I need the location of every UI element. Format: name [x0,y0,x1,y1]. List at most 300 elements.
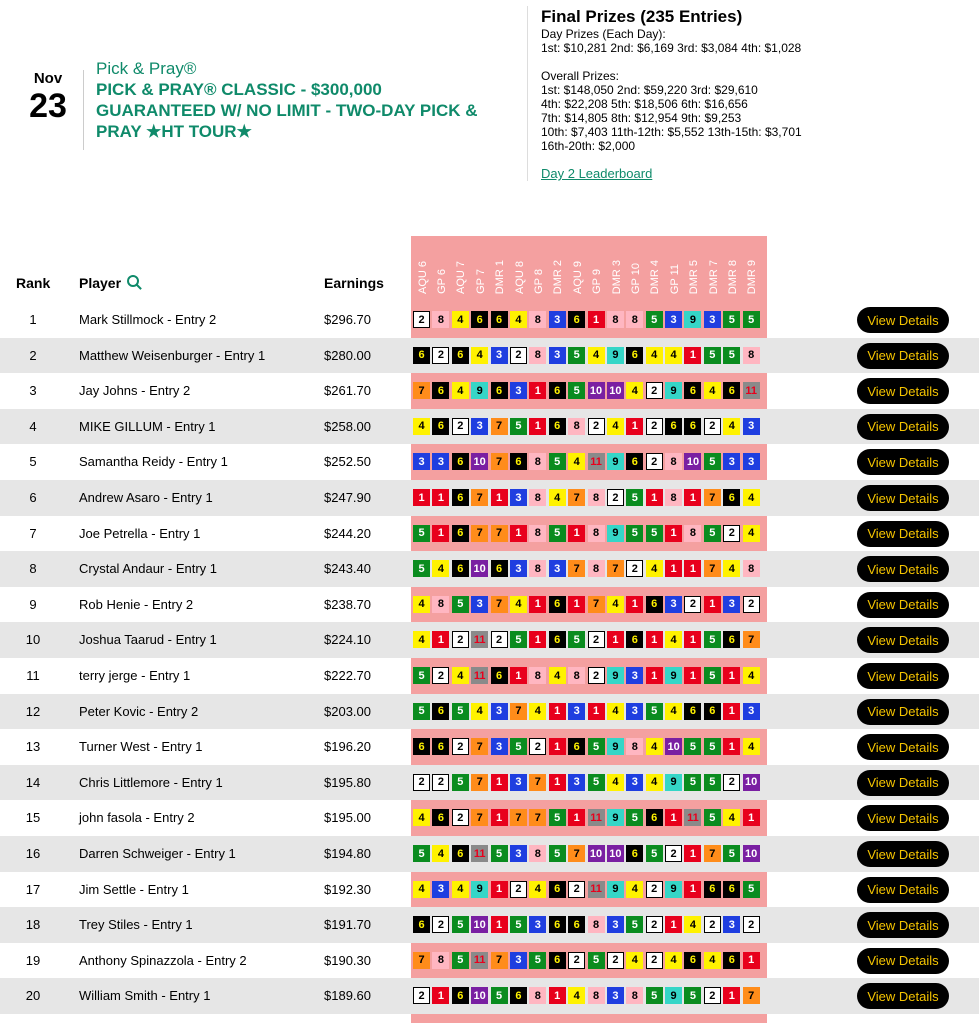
rank-cell: 17 [25,881,41,897]
pick-badge: 4 [452,881,469,898]
pick-badge: 7 [704,560,721,577]
pick-badge: 2 [588,667,605,684]
pick-badge: 6 [491,382,508,399]
overall-prizes-label: Overall Prizes: [541,69,620,83]
race-header [607,238,626,296]
race-header [684,238,703,296]
pick-badge: 4 [510,596,527,613]
player-cell: Darren Schweiger - Entry 1 [79,846,236,861]
table-row [0,836,979,872]
pick-badge: 11 [684,809,701,826]
event-title-block [96,59,491,142]
race-header [704,238,723,296]
table-row [0,907,979,943]
pick-badge: 6 [684,418,701,435]
pick-badge: 2 [432,916,449,933]
pick-badge: 8 [432,952,449,969]
pick-badge: 5 [704,667,721,684]
pick-badge: 8 [529,560,546,577]
pick-badge: 1 [684,560,701,577]
pick-badge: 4 [452,667,469,684]
pick-badge: 4 [588,347,605,364]
pick-badge: 3 [743,453,760,470]
view-details-button[interactable]: View Details [857,378,949,404]
pick-badge: 10 [607,845,624,862]
event-title: PICK & PRAY® CLASSIC - $300,000 GUARANTEED W/ NO LIMIT - TWO-DAY PICK & PRAY ★HT TOUR★ [96,80,478,141]
day2-leaderboard-link[interactable]: Day 2 Leaderboard [541,166,653,181]
race-header [743,238,762,296]
pick-badge: 4 [626,952,643,969]
pick-badge: 7 [743,987,760,1004]
pick-badge: 6 [646,596,663,613]
race-header-label: GP 7 [474,269,487,294]
pick-badge: 7 [471,489,488,506]
pick-badge: 2 [723,774,740,791]
view-details-button[interactable]: View Details [857,805,949,831]
pick-badge: 8 [626,738,643,755]
race-header [723,238,742,296]
view-details-button[interactable]: View Details [857,556,949,582]
earnings-cell: $224.10 [324,632,371,648]
pick-badge: 3 [491,703,508,720]
pick-badge: 1 [684,667,701,684]
view-details-button[interactable]: View Details [857,770,949,796]
pick-badge: 5 [413,703,430,720]
pick-badge: 3 [723,916,740,933]
pick-badge: 4 [432,560,449,577]
view-details-button[interactable]: View Details [857,877,949,903]
pick-badge: 3 [665,596,682,613]
pick-badge: 2 [704,916,721,933]
pick-badge: 1 [432,987,449,1004]
race-header [432,238,451,296]
pick-badge: 4 [607,774,624,791]
view-details-button[interactable]: View Details [857,912,949,938]
pick-badge: 8 [432,596,449,613]
table-row [0,872,979,908]
race-header-label: GP 10 [629,263,642,294]
pick-badge: 6 [646,809,663,826]
picks-cell [413,418,762,435]
pick-badge: 5 [646,525,663,542]
picks-cell [413,845,762,862]
player-cell: Anthony Spinazzola - Entry 2 [79,952,247,968]
view-details-button[interactable]: View Details [857,663,949,689]
pick-badge: 6 [665,418,682,435]
rank-cell: 9 [29,596,37,612]
pick-badge: 2 [568,952,585,969]
pick-badge: 7 [413,382,430,399]
pick-badge: 5 [491,987,508,1004]
race-header-label: GP 6 [436,269,449,294]
earnings-cell: $261.70 [324,383,371,399]
rank-cell: 19 [25,952,41,968]
pick-badge: 4 [665,952,682,969]
pick-badge: 2 [432,774,449,791]
race-header [626,238,645,296]
pick-badge: 4 [510,311,527,328]
view-details-button[interactable]: View Details [857,414,949,440]
pick-badge: 4 [607,703,624,720]
race-header [568,238,587,296]
date-divider [83,70,84,150]
pick-badge: 1 [684,489,701,506]
pick-badge: 4 [743,738,760,755]
pick-badge: 6 [491,667,508,684]
pick-badge: 1 [568,525,585,542]
player-cell: Chris Littlemore - Entry 1 [79,774,223,790]
pick-badge: 6 [626,845,643,862]
pick-badge: 5 [704,738,721,755]
race-header-label: AQU 7 [455,260,468,294]
player-cell: MIKE GILLUM - Entry 1 [79,418,216,434]
pick-badge: 9 [607,667,624,684]
pick-badge: 6 [549,418,566,435]
earnings-cell: $258.00 [324,418,371,434]
pick-badge: 1 [432,525,449,542]
pick-badge: 2 [646,418,663,435]
picks-cell [413,453,762,470]
pick-badge: 9 [665,774,682,791]
pick-badge: 6 [549,596,566,613]
pick-badge: 5 [743,311,760,328]
pick-badge: 6 [568,311,585,328]
pick-badge: 6 [549,631,566,648]
pick-badge: 1 [684,881,701,898]
pick-badge: 7 [529,774,546,791]
pick-badge: 10 [684,453,701,470]
table-row [0,694,979,730]
pick-badge: 5 [413,667,430,684]
pick-badge: 2 [491,631,508,648]
rank-cell: 7 [29,525,37,541]
race-header [471,238,490,296]
pick-badge: 5 [491,845,508,862]
pick-badge: 1 [491,489,508,506]
race-header-label: DMR 7 [707,259,720,294]
pick-badge: 3 [413,453,430,470]
rank-cell: 16 [25,846,41,861]
pick-badge: 6 [626,347,643,364]
pick-badge: 1 [723,667,740,684]
pick-badge: 6 [549,916,566,933]
pick-badge: 6 [452,987,469,1004]
player-header[interactable] [79,275,139,291]
pick-badge: 8 [529,525,546,542]
rank-cell: 1 [29,312,37,327]
player-cell: Turner West - Entry 1 [79,739,203,755]
pick-badge: 1 [723,738,740,755]
pick-badge: 4 [549,667,566,684]
picks-cell [413,774,762,791]
view-details-button[interactable]: View Details [857,485,949,511]
pick-badge: 6 [568,738,585,755]
pick-badge: 6 [723,952,740,969]
view-details-button[interactable]: View Details [857,449,949,475]
pick-badge: 2 [529,738,546,755]
view-details-button[interactable]: View Details [857,627,949,653]
pick-badge: 5 [549,809,566,826]
pick-badge: 6 [723,881,740,898]
pick-badge: 4 [665,631,682,648]
pick-badge: 8 [529,667,546,684]
picks-cell [413,560,762,577]
pick-badge: 8 [665,453,682,470]
player-header-label: Player [79,275,122,291]
pick-badge: 4 [626,382,643,399]
pick-badge: 6 [684,382,701,399]
rank-header: Rank [16,275,51,291]
pick-badge: 9 [607,347,624,364]
race-header-label: AQU 8 [513,260,526,294]
pick-badge: 1 [549,774,566,791]
pick-badge: 11 [471,667,488,684]
pick-badge: 5 [568,631,585,648]
day-prizes-line: 1st: $10,281 2nd: $6,169 3rd: $3,084 4th: $1,028 [541,41,802,55]
earnings-cell: $238.70 [324,596,371,612]
rank-cell: 11 [26,668,40,683]
player-cell: Mark Stillmock - Entry 2 [79,312,217,327]
pick-badge: 1 [588,703,605,720]
pick-badge: 1 [607,631,624,648]
pick-badge: 6 [432,382,449,399]
pick-badge: 7 [471,809,488,826]
earnings-cell: $190.30 [324,952,371,968]
earnings-cell: $191.70 [324,917,371,933]
pick-badge: 5 [646,703,663,720]
pick-badge: 1 [413,489,430,506]
table-row [0,373,979,409]
pick-badge: 6 [432,703,449,720]
rank-cell: 15 [25,810,41,826]
pick-badge: 2 [646,952,663,969]
table-row [0,622,979,658]
pick-badge: 6 [510,453,527,470]
pick-badge: 5 [588,952,605,969]
pick-badge: 4 [413,881,430,898]
pick-badge: 3 [723,453,740,470]
pick-badge: 1 [510,525,527,542]
pick-badge: 2 [646,916,663,933]
pick-badge: 2 [510,347,527,364]
player-cell: terry jerge - Entry 1 [79,668,191,683]
earnings-cell: $196.20 [324,739,371,755]
pick-badge: 8 [529,347,546,364]
pick-badge: 8 [588,489,605,506]
earnings-cell: $195.80 [324,774,371,790]
pick-badge: 4 [743,489,760,506]
pick-badge: 3 [432,881,449,898]
race-header-label: DMR 2 [552,259,565,294]
event-month: Nov [33,70,63,87]
rank-cell: 2 [29,347,37,363]
pick-badge: 9 [665,987,682,1004]
pick-badge: 8 [529,453,546,470]
pick-badge: 3 [510,560,527,577]
race-header-label: AQU 6 [416,260,429,294]
pick-badge: 5 [723,311,740,328]
view-details-button[interactable]: View Details [857,592,949,618]
pick-badge: 5 [704,774,721,791]
overall-prizes-line: 7th: $14,805 8th: $12,954 9th: $9,253 [541,111,742,125]
rank-cell: 20 [25,988,41,1004]
pick-badge: 6 [452,560,469,577]
pick-badge: 4 [665,703,682,720]
pick-badge: 10 [743,774,760,791]
pick-badge: 2 [413,311,430,328]
picks-cell [413,631,762,648]
pick-badge: 4 [413,596,430,613]
pick-badge: 5 [684,738,701,755]
pick-badge: 8 [743,560,760,577]
rank-cell: 5 [29,454,37,470]
pick-badge: 10 [588,845,605,862]
pick-badge: 5 [684,774,701,791]
pick-badge: 8 [588,987,605,1004]
table-row [0,658,979,694]
pick-badge: 10 [471,560,488,577]
pick-badge: 7 [704,845,721,862]
player-cell: Joshua Taarud - Entry 1 [79,632,217,648]
pick-badge: 7 [491,596,508,613]
earnings-header: Earnings [324,275,384,291]
pick-badge: 1 [588,311,605,328]
pick-badge: 1 [626,418,643,435]
race-header [491,238,510,296]
pick-badge: 3 [510,382,527,399]
pick-badge: 11 [471,952,488,969]
player-cell: Crystal Andaur - Entry 1 [79,561,217,577]
pick-badge: 11 [471,845,488,862]
pick-badge: 6 [626,453,643,470]
view-details-button[interactable]: View Details [857,521,949,547]
pick-badge: 2 [607,489,624,506]
pick-badge: 8 [432,311,449,328]
pick-badge: 6 [704,703,721,720]
rank-cell: 14 [25,774,41,790]
pick-badge: 4 [646,347,663,364]
picks-cell [413,738,762,755]
pick-badge: 5 [568,347,585,364]
race-header [510,238,529,296]
pick-badge: 8 [684,525,701,542]
pick-badge: 6 [510,987,527,1004]
view-details-button[interactable]: View Details [857,948,949,974]
pick-badge: 2 [432,347,449,364]
pick-badge: 6 [684,703,701,720]
pick-badge: 1 [684,347,701,364]
player-cell: Andrew Asaro - Entry 1 [79,490,213,505]
overall-prizes-line: 16th-20th: $2,000 [541,139,636,153]
pick-badge: 5 [704,809,721,826]
view-details-button[interactable]: View Details [857,699,949,725]
pick-badge: 2 [704,418,721,435]
view-details-button[interactable]: View Details [857,983,949,1009]
pick-badge: 3 [471,418,488,435]
pick-badge: 8 [529,489,546,506]
pick-badge: 4 [723,418,740,435]
player-cell: Joe Petrella - Entry 1 [79,525,201,541]
pick-badge: 1 [665,916,682,933]
pick-badge: 5 [452,703,469,720]
pick-badge: 4 [529,703,546,720]
pick-badge: 9 [471,382,488,399]
prizes-heading: Final Prizes (235 Entries) [541,7,743,26]
pick-badge: 6 [452,525,469,542]
pick-badge: 2 [646,453,663,470]
pick-badge: 6 [549,382,566,399]
pick-badge: 4 [529,881,546,898]
rank-cell: 10 [25,632,41,648]
pick-badge: 6 [432,809,449,826]
pick-badge: 7 [588,596,605,613]
pick-badge: 2 [452,418,469,435]
race-header [646,238,665,296]
pick-badge: 3 [568,703,585,720]
search-icon[interactable] [127,275,139,287]
pick-badge: 1 [626,596,643,613]
rank-cell: 3 [29,383,37,399]
pick-badge: 5 [588,738,605,755]
pick-badge: 2 [743,596,760,613]
pick-badge: 4 [549,489,566,506]
pick-badge: 1 [723,703,740,720]
view-details-button[interactable]: View Details [857,841,949,867]
pick-badge: 7 [491,525,508,542]
view-details-button[interactable]: View Details [857,343,949,369]
pick-badge: 1 [491,774,508,791]
pick-badge: 2 [684,596,701,613]
pick-badge: 1 [665,560,682,577]
pick-badge: 4 [626,881,643,898]
pick-badge: 1 [646,631,663,648]
pick-badge: 5 [743,881,760,898]
pick-badge: 2 [588,631,605,648]
pick-badge: 6 [568,916,585,933]
pick-badge: 4 [568,987,585,1004]
picks-cell [413,311,762,328]
pick-badge: 8 [626,987,643,1004]
picks-cell [413,952,762,969]
rank-cell: 4 [29,418,37,434]
pick-badge: 2 [665,845,682,862]
table-row [0,765,979,801]
pick-badge: 9 [684,311,701,328]
overall-prizes-line: 1st: $148,050 2nd: $59,220 3rd: $29,610 [541,83,758,97]
pick-badge: 8 [665,489,682,506]
pick-badge: 1 [529,596,546,613]
view-details-button[interactable]: View Details [857,307,949,333]
pick-badge: 4 [413,418,430,435]
pick-badge: 4 [471,703,488,720]
table-row [0,409,979,445]
pick-badge: 1 [491,881,508,898]
view-details-button[interactable]: View Details [857,734,949,760]
pick-badge: 4 [665,347,682,364]
pick-badge: 1 [529,418,546,435]
pick-badge: 6 [432,738,449,755]
pick-badge: 2 [646,881,663,898]
pick-badge: 1 [549,703,566,720]
rank-cell: 8 [29,561,37,577]
pick-badge: 4 [646,738,663,755]
pick-badge: 6 [452,347,469,364]
race-header-label: DMR 1 [494,259,507,294]
player-cell: Jim Settle - Entry 1 [79,881,189,897]
pick-badge: 1 [568,809,585,826]
pick-badge: 6 [413,347,430,364]
pick-badge: 6 [452,453,469,470]
